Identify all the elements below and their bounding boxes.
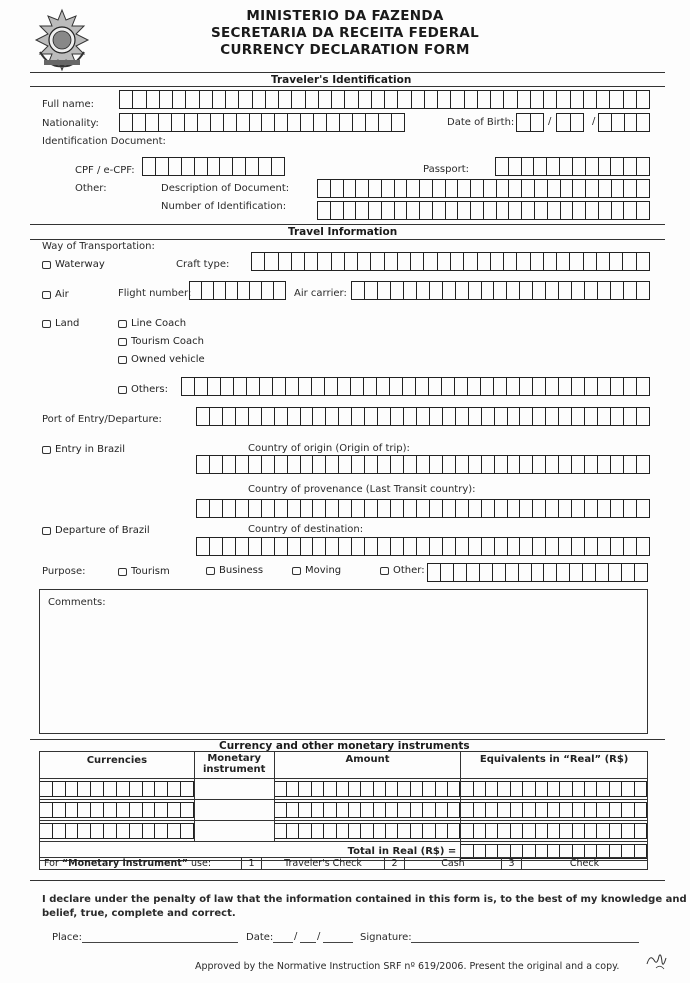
checkbox-icon — [380, 567, 389, 575]
departure-of-brazil-label: Departure of Brazil — [55, 525, 150, 536]
land-checkbox[interactable] — [42, 318, 79, 329]
approval-note: Approved by the Normative Instruction SRF nº 619/2006. Present the original and a copy. — [195, 961, 620, 972]
instrument-cell[interactable] — [194, 821, 274, 842]
entry-in-brazil-label: Entry in Brazil — [55, 444, 125, 455]
dob-separator: / — [548, 116, 552, 127]
departure-of-brazil-checkbox[interactable] — [42, 525, 150, 536]
country-of-origin-input[interactable] — [196, 455, 650, 474]
id-document-label: Identification Document: — [42, 136, 166, 147]
country-of-origin-label: Country of origin (Origin of trip): — [248, 443, 410, 454]
other-purpose-checkbox[interactable] — [380, 565, 425, 576]
date-day-input[interactable] — [273, 931, 293, 943]
air-label: Air — [55, 289, 69, 300]
date-of-birth-label: Date of Birth: — [447, 117, 515, 128]
tourism-label: Tourism — [131, 566, 170, 577]
legend-suffix: use: — [188, 858, 212, 869]
instrument-cell[interactable] — [194, 800, 274, 821]
equivalent-cell[interactable] — [461, 800, 648, 821]
dob-year-input[interactable] — [598, 113, 650, 132]
others-transport-input[interactable] — [181, 377, 650, 396]
checkbox-icon — [118, 356, 127, 364]
checkbox-icon — [42, 320, 51, 328]
business-label: Business — [219, 565, 264, 576]
col-header-monetary-instrument — [194, 752, 274, 779]
line-coach-label: Line Coach — [131, 318, 187, 329]
date-label: Date: — [246, 932, 274, 943]
other-purpose-input[interactable] — [427, 563, 648, 582]
instrument-cell[interactable] — [194, 779, 274, 800]
currency-cell[interactable] — [40, 779, 195, 800]
tourism-coach-label: Tourism Coach — [131, 336, 204, 347]
amount-cell[interactable] — [274, 800, 461, 821]
equivalent-cell[interactable] — [461, 779, 648, 800]
amount-cell[interactable] — [274, 821, 461, 842]
currency-cell[interactable] — [40, 821, 195, 842]
signature-label: Signature: — [360, 932, 412, 943]
passport-input[interactable] — [495, 157, 650, 176]
table-row — [40, 800, 648, 821]
number-of-identification-label: Number of Identification: — [161, 201, 287, 212]
dob-month-input[interactable] — [556, 113, 584, 132]
country-of-destination-input[interactable] — [196, 537, 650, 556]
nationality-label: Nationality: — [42, 118, 99, 129]
air-carrier-label: Air carrier: — [294, 288, 347, 299]
tourism-checkbox[interactable] — [118, 566, 170, 577]
initials-signature-icon — [644, 950, 670, 972]
country-of-provenance-input[interactable] — [196, 499, 650, 518]
signature-input[interactable] — [411, 931, 639, 943]
legend-num-1: 1 — [242, 858, 262, 870]
other-document-label: Other: — [75, 183, 107, 194]
line-coach-checkbox[interactable] — [118, 318, 186, 329]
date-month-input[interactable] — [300, 931, 316, 943]
cpf-input[interactable] — [142, 157, 285, 176]
way-of-transportation-label: Way of Transportation: — [42, 241, 155, 252]
currency-cell[interactable] — [40, 800, 195, 821]
flight-number-input[interactable] — [189, 281, 286, 300]
section-title-identification: Traveler's Identification — [271, 74, 412, 86]
checkbox-icon — [206, 567, 215, 575]
port-of-entry-input[interactable] — [196, 407, 650, 426]
dob-day-input[interactable] — [516, 113, 544, 132]
place-input[interactable] — [82, 931, 238, 943]
owned-vehicle-label: Owned vehicle — [131, 354, 205, 365]
ministry-title: MINISTERIO DA FAZENDA — [246, 8, 444, 24]
others-transport-checkbox[interactable] — [118, 384, 168, 395]
checkbox-icon — [42, 527, 51, 535]
waterway-checkbox[interactable] — [42, 259, 105, 270]
col-header-amount: Amount — [274, 752, 461, 779]
checkbox-icon — [118, 386, 127, 394]
total-label: Total in Real (R$) = — [40, 842, 461, 861]
checkbox-icon — [292, 567, 301, 575]
description-of-document-label: Description of Document: — [161, 183, 290, 194]
legend-num-2: 2 — [385, 858, 405, 870]
legend-bold: “Monetary instrument” — [61, 858, 188, 869]
business-checkbox[interactable] — [206, 565, 263, 576]
table-row — [40, 779, 648, 800]
currency-table — [39, 751, 648, 861]
cpf-label: CPF / e-CPF: — [75, 165, 135, 176]
declaration-text-line2: belief, true, complete and correct. — [42, 908, 236, 919]
number-of-identification-input[interactable] — [317, 201, 650, 220]
comments-textarea[interactable] — [39, 589, 648, 734]
craft-type-input[interactable] — [251, 252, 650, 271]
checkbox-icon — [42, 261, 51, 269]
section-title-currency: Currency and other monetary instruments — [219, 740, 470, 752]
moving-label: Moving — [305, 565, 342, 576]
declaration-text-line1: I declare under the penalty of law that the information contained in this form is, to the best of my knowledge and — [42, 894, 687, 905]
secretariat-title: SECRETARIA DA RECEITA FEDERAL — [210, 25, 480, 41]
moving-checkbox[interactable] — [292, 565, 341, 576]
checkbox-icon — [118, 568, 127, 576]
col-header-monetary-instrument-line2: instrument — [202, 764, 266, 775]
other-purpose-label: Other: — [393, 565, 425, 576]
legend-travelers-check: Traveler's Check — [262, 858, 385, 870]
col-header-currencies: Currencies — [40, 752, 195, 779]
purpose-label: Purpose: — [42, 566, 86, 577]
entry-in-brazil-checkbox[interactable] — [42, 444, 125, 455]
amount-cell[interactable] — [274, 779, 461, 800]
legend-num-3: 3 — [502, 858, 522, 870]
legend-check: Check — [522, 858, 648, 870]
col-header-monetary-instrument-line1: Monetary — [207, 753, 262, 764]
legend-cash: Cash — [405, 858, 502, 870]
country-of-destination-label: Country of destination: — [248, 524, 364, 535]
dob-separator: / — [592, 116, 596, 127]
passport-label: Passport: — [423, 164, 469, 175]
craft-type-label: Craft type: — [176, 259, 230, 270]
date-year-input[interactable] — [323, 931, 353, 943]
port-of-entry-label: Port of Entry/Departure: — [42, 414, 162, 425]
description-of-document-input[interactable] — [317, 179, 650, 198]
date-separator: / — [294, 931, 298, 942]
others-transport-label: Others: — [131, 384, 168, 395]
waterway-label: Waterway — [55, 259, 105, 270]
tourism-coach-checkbox[interactable] — [118, 336, 204, 347]
form-title: CURRENCY DECLARATION FORM — [220, 42, 470, 58]
nationality-input[interactable] — [119, 113, 405, 132]
equivalent-cell[interactable] — [461, 821, 648, 842]
flight-number-label: Flight number: — [118, 288, 192, 299]
legend-prefix: For — [44, 858, 62, 869]
comments-label: Comments: — [48, 597, 106, 608]
place-label: Place: — [52, 932, 82, 943]
owned-vehicle-checkbox[interactable] — [118, 354, 205, 365]
checkbox-icon — [118, 338, 127, 346]
full-name-input[interactable] — [119, 90, 650, 109]
col-header-equivalents: Equivalents in “Real” (R$) — [461, 752, 648, 779]
full-name-label: Full name: — [42, 99, 95, 110]
instrument-legend — [39, 857, 648, 870]
air-carrier-input[interactable] — [351, 281, 650, 300]
table-row — [40, 821, 648, 842]
checkbox-icon — [42, 446, 51, 454]
legend-label — [40, 858, 242, 870]
checkbox-icon — [118, 320, 127, 328]
air-checkbox[interactable] — [42, 289, 69, 300]
land-label: Land — [55, 318, 80, 329]
section-title-travel: Travel Information — [288, 226, 398, 238]
country-of-provenance-label: Country of provenance (Last Transit country): — [248, 484, 476, 495]
date-separator: / — [317, 931, 321, 942]
checkbox-icon — [42, 291, 51, 299]
